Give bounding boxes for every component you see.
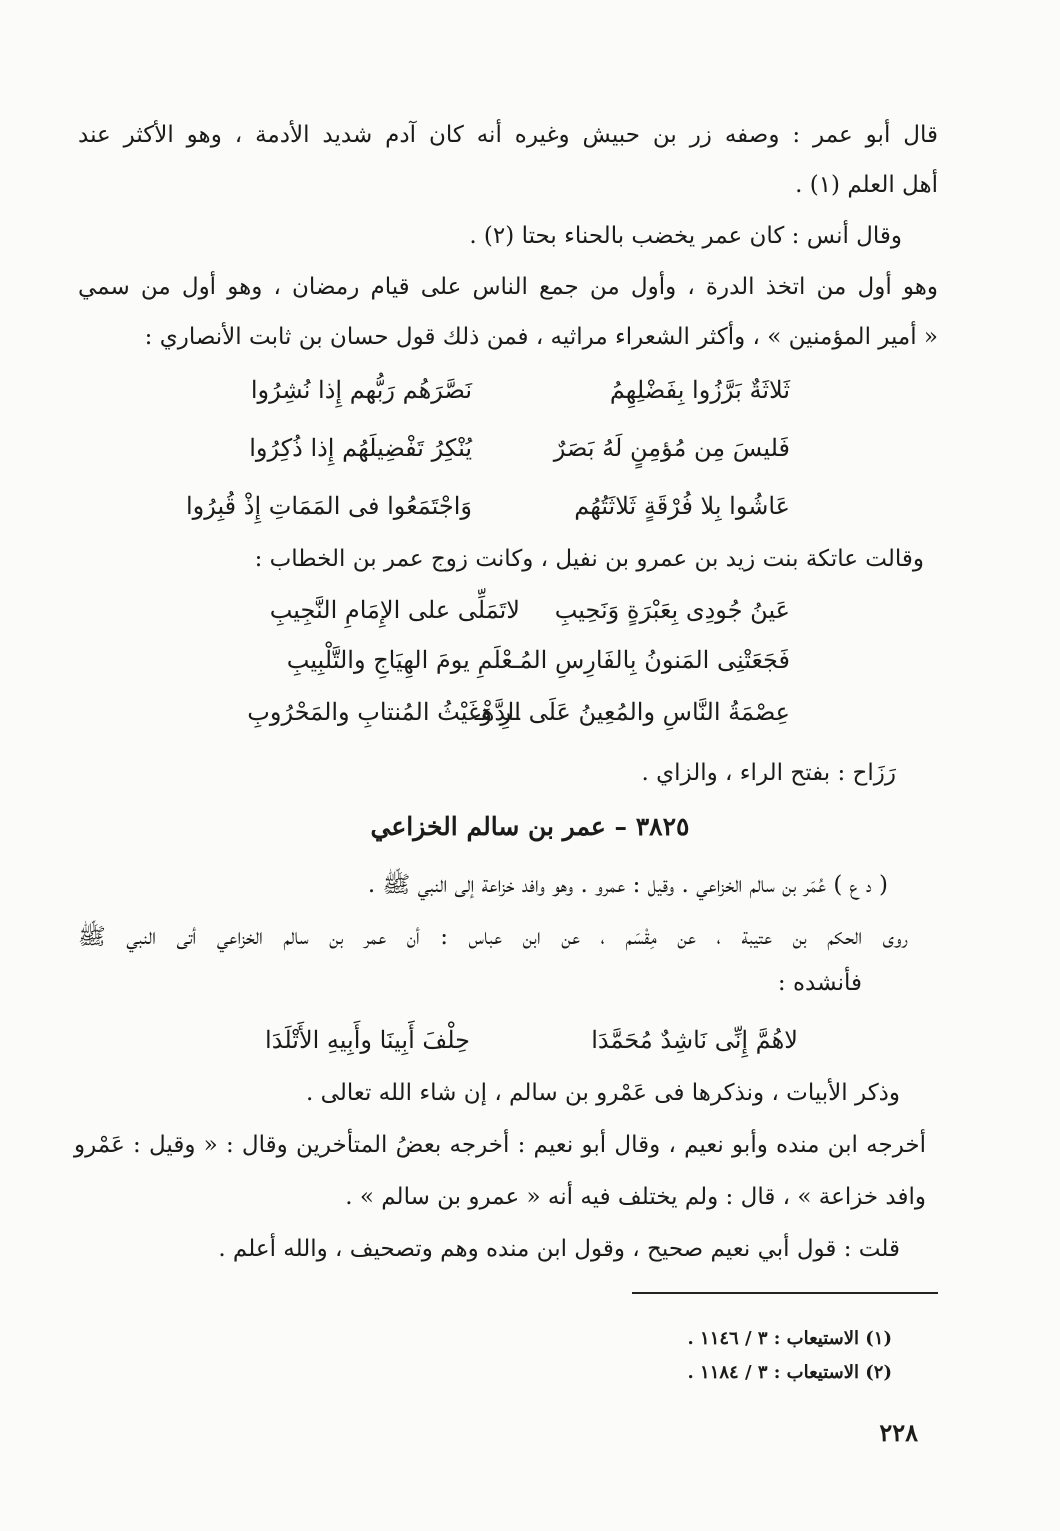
paragraph-line: قال أبو عمر : وصفه زر بن حبيش وغيره أنه كان آدم شديد الأدمة ، وهو الأكثر عند [78, 122, 938, 148]
verse-hemistich-left: لاتَمَلِّى على الإِمَامِ النَّجِيبِ [269, 596, 520, 624]
verse-hemistich-left: ـعْلَمِ يومَ الهِيَاجِ والتَّلْبِيبِ [286, 646, 520, 674]
footnote: (١) الاستيعاب : ٣ / ١١٤٦ . [687, 1328, 892, 1349]
paragraph-line: فأنشده : [777, 970, 862, 996]
verse-hemistich-right: عَينُ جُودِى بِعَبْرَةٍ وَنَحِيبِ [554, 596, 790, 624]
verse-hemistich-left: نَصَّرَهُم رَبُّهم إِذا نُشِرُوا [250, 376, 472, 404]
footnote: (٢) الاستيعاب : ٣ / ١١٨٤ . [687, 1362, 892, 1383]
verse-hemistich-right: عِصْمَةُ النَّاسِ والمُعِينُ عَلَى الدَّهْـ [474, 698, 790, 726]
footnote-divider [632, 1292, 938, 1294]
verse-hemistich-right: فَليسَ مِن مُؤمِنٍ لَهُ بَصَرٌ [553, 434, 790, 462]
verse-hemistich-right: عَاشُوا بِلا فُرْقَةٍ ثَلاثَتُهُم [574, 492, 790, 520]
verse-hemistich-right: ثَلاثَةٌ بَرَّزُوا بِفَضْلِهِمُ [609, 376, 790, 404]
entry-heading: ٣٨٢٥ – عمر بن سالم الخزاعي [370, 812, 690, 841]
verse-hemistich-right: لاهُمَّ إِنِّى نَاشِدٌ مُحَمَّدَا [591, 1026, 798, 1054]
paragraph-line: روى الحكم بن عتيبة ، عن مِقْسَم ، عن ابن عباس : أن عمر بن سالم الخزاعي أتى النبي ﷺ [78, 924, 908, 950]
paragraph-line: وقال أنس : كان عمر يخضب بالحناء بحتا (٢) . [469, 223, 902, 249]
paragraph-line: وقالت عاتكة بنت زيد بن عمرو بن نفيل ، وكانت زوج عمر بن الخطاب : [254, 546, 924, 572]
paragraph-line: رَزَاح : بفتح الراء ، والزاي . [641, 760, 896, 786]
paragraph-line: أخرجه ابن منده وأبو نعيم ، وقال أبو نعيم : أخرجه بعضُ المتأخرين وقال : « وقيل : عَمْرو [74, 1132, 926, 1158]
paragraph-line: « أمير المؤمنين » ، وأكثر الشعراء مراثيه ، فمن ذلك قول حسان بن ثابت الأنصاري : [144, 324, 938, 350]
paragraph-line: وافد خزاعة » ، قال : ولم يختلف فيه أنه « عمرو بن سالم » . [345, 1184, 926, 1210]
paragraph-line: وهو أول من اتخذ الدرة ، وأول من جمع الناس على قيام رمضان ، وهو أول من سمي [78, 274, 938, 300]
verse-hemistich-left: يُنْكِرُ تَفْضِيلَهُم إِذا ذُكِرُوا [249, 434, 472, 462]
verse-hemistich-right: فَجَعَتْنِى المَنونُ بِالفَارِسِ المُـ [512, 646, 790, 674]
paragraph-line: وذكر الأبيات ، ونذكرها فى عَمْرو بن سالم ، إن شاء الله تعالى . [306, 1080, 900, 1106]
paragraph-line: قلت : قول أبي نعيم صحيح ، وقول ابن منده وهم وتصحيف ، والله أعلم . [218, 1236, 900, 1262]
verse-hemistich-left: ـرِ وَغَيْثُ المُنتابِ والمَحْرُوبِ [247, 698, 520, 726]
paragraph-line: أهل العلم (١) . [795, 172, 938, 198]
verse-hemistich-left: وَاجْتَمَعُوا فى المَمَاتِ إِذْ قُبِرُوا [185, 492, 472, 520]
verse-hemistich-left: حِلْفَ أَبِينَا وأَبِيهِ الأَتْلَدَا [265, 1026, 470, 1054]
paragraph-line: ( د ع ) عُمَر بن سالم الخزاعي . وقيل : عمرو . وهو وافد خزاعة إلى النبي ﷺ . [367, 872, 888, 898]
page-number: ٢٢٨ [879, 1418, 918, 1447]
